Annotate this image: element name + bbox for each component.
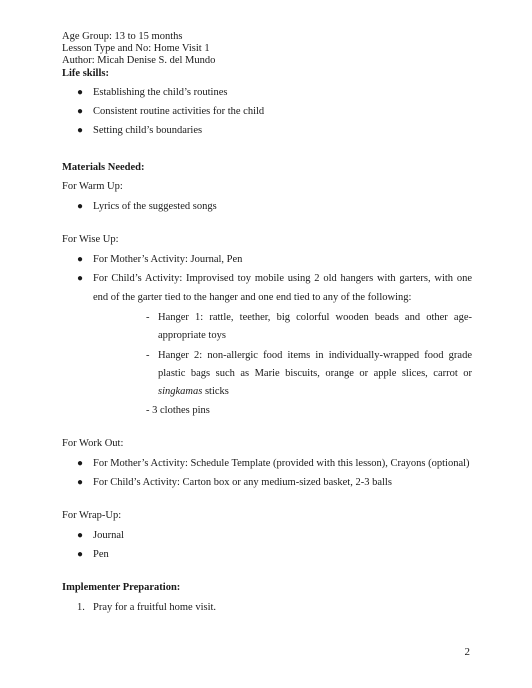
bullet-icon: ● <box>77 273 84 284</box>
bullet-icon: ● <box>77 201 84 212</box>
bullet-icon: ● <box>77 458 84 469</box>
list-item: ● For Child’s Activity: Improvised toy mobile using 2 old hangers with garters, with one end of the garter tied to the hanger and one end tied to any of the following: <box>62 269 472 307</box>
list-item: ● Journal <box>62 526 472 545</box>
list-item: ● For Mother’s Activity: Journal, Pen <box>62 250 472 269</box>
warm-up-list <box>62 197 472 216</box>
list-item: ● For Mother’s Activity: Schedule Template (provided with this lesson), Crayons (optional) <box>62 454 472 473</box>
age-group-line: Age Group: 13 to 15 months <box>62 31 183 42</box>
warm-up-label: For Warm Up: <box>62 181 123 192</box>
document-page <box>62 31 472 617</box>
bullet-icon: ● <box>77 125 84 136</box>
work-out-list <box>62 454 472 492</box>
dash-icon: - <box>146 350 150 361</box>
list-item: ● For Child’s Activity: Carton box or any medium-sized basket, 2-3 balls <box>62 473 472 492</box>
implementer-heading: Implementer Preparation: <box>62 582 181 593</box>
list-item: ● Pen <box>62 545 472 564</box>
list-item: ● Consistent routine activities for the child <box>62 102 472 121</box>
bullet-icon: ● <box>77 549 84 560</box>
life-skills-heading: Life skills: <box>62 68 109 79</box>
clothespins-item: - 3 clothes pins <box>146 405 210 416</box>
bullet-icon: ● <box>77 254 84 265</box>
life-skills-list <box>62 83 472 140</box>
bullet-icon: ● <box>77 106 84 117</box>
hanger-2-item: - Hanger 2: non-allergic food items in individually-wrapped food grade plastic bags such as Marie biscuits, orange or apple slices, carrot or singkamas sticks <box>62 347 472 401</box>
list-item: 1. Pray for a fruitful home visit. <box>77 602 217 613</box>
header-block <box>62 31 472 67</box>
list-item: ● Lyrics of the suggested songs <box>62 197 472 216</box>
wise-up-label: For Wise Up: <box>62 234 119 245</box>
author-line: Author: Micah Denise S. del Mundo <box>62 55 216 66</box>
list-item: ● Setting child’s boundaries <box>62 121 472 140</box>
implementer-steps <box>62 598 472 617</box>
page-number: 2 <box>464 646 470 658</box>
dash-icon: - <box>146 312 150 323</box>
wrap-up-list <box>62 526 472 564</box>
wise-up-list <box>62 250 472 307</box>
materials-heading: Materials Needed: <box>62 162 145 173</box>
list-item: ● Establishing the child’s routines <box>62 83 472 102</box>
wrap-up-label: For Wrap-Up: <box>62 510 122 521</box>
bullet-icon: ● <box>77 530 84 541</box>
work-out-label: For Work Out: <box>62 438 124 449</box>
lesson-type-line: Lesson Type and No: Home Visit 1 <box>62 43 210 54</box>
bullet-icon: ● <box>77 477 84 488</box>
bullet-icon: ● <box>77 87 84 98</box>
hanger-1-item: - Hanger 1: rattle, teether, big colorful wooden beads and other age-appropriate toys <box>62 309 472 345</box>
